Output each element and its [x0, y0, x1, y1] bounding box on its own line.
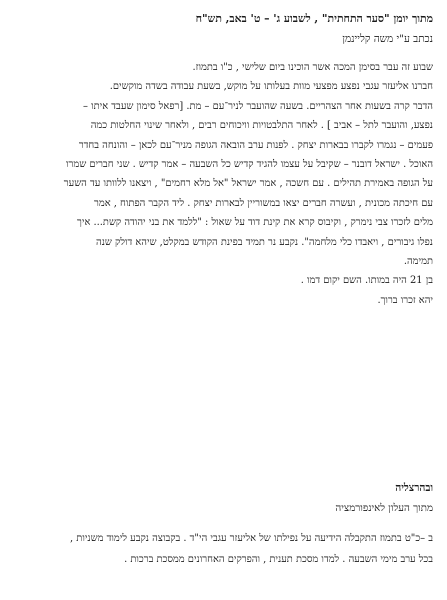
- body-line: נפצע, והועבר לתל – אביב ] . לאחר התלבטויות וויכוחים רבים , ולאחר שינוי החלטות כמה: [90, 120, 433, 132]
- body-line: עם חיכתה מכונית , ועשרה חברים יצאו במשוריין לבארות יצחק . ליד הקבר הפתוח , אמר: [94, 197, 433, 209]
- body-line: יהא זכרו ברוך.: [377, 294, 433, 306]
- body-line: תמימה.: [403, 256, 433, 268]
- body-line: הדבר קרה בשעות אחר הצהריים. בשעה שהועבר לניר־עם – מת. [רפאל סימון שעבד איתו –: [83, 100, 433, 112]
- section-heading: ובהרצליה: [395, 482, 433, 494]
- body-line: פעמים – נגמרו לקברו בבארות יצחק . לפנות ערב הובאה הגופה מניר־עם לכאן – והונחה בחדר: [78, 139, 433, 151]
- section-source: מתוך העלון לאינפורמציה: [335, 503, 433, 514]
- section-line: ב –כ"ט בתמוז התקבלה הידיעה על נפילתו של אליעזר עגבי הי"ד . בקבוצה נקבע לימוד משניות ,: [70, 533, 433, 544]
- section-body: [12, 528, 433, 570]
- body-line: בן 21 היה במותו. השם יקום דמו .: [300, 275, 433, 287]
- body-line: שבוע זה עבר בסימן המכה אשר הוכינו ביום שלישי , כ"ו בתמוז.: [192, 62, 433, 73]
- body-line: האוכל . ישראל דובנר – שקיבל על עצמו להגיד קדיש כל השבעה – אמר קדיש . שני חברים שמרו: [65, 159, 433, 171]
- section-line: בכל ערב מימי השבעה . למדו מסכת תענית , והפרקים האחרונים ממסכת ברכות .: [124, 554, 433, 565]
- body-line: נפלו גיבורים , ויאבדו כלי מלחמה". נקבע נר תמיד בפינת הקודש במקלט, שיהא דולק שנה: [96, 236, 433, 248]
- document-title: מתוך יומן "סער התחתית" , לשבוע ג' – ט' באב, תש"ח: [195, 12, 433, 25]
- body-line: חברנו אליעזר עגבי נפצע מפצעי מוות בעלותו על מוקש, בשעת עבודה בשדה מוקשים.: [109, 81, 433, 93]
- document-author: נכתב ע"י משה קליינמן: [342, 33, 433, 45]
- herzliya-section: [12, 481, 433, 570]
- body-line: על הגופה באמירת תהילים . עם חשכה , אמר ישראל "אל מלא רחמים" , ויצאנו ללוותו עד השער: [63, 178, 433, 190]
- document-body: [12, 58, 433, 310]
- body-line: מלים לזכרו צבי נימרק , וקיבוס קרא את קינת דוד על שאול : "ללמד את בני יהודה קשת... איך: [77, 217, 433, 229]
